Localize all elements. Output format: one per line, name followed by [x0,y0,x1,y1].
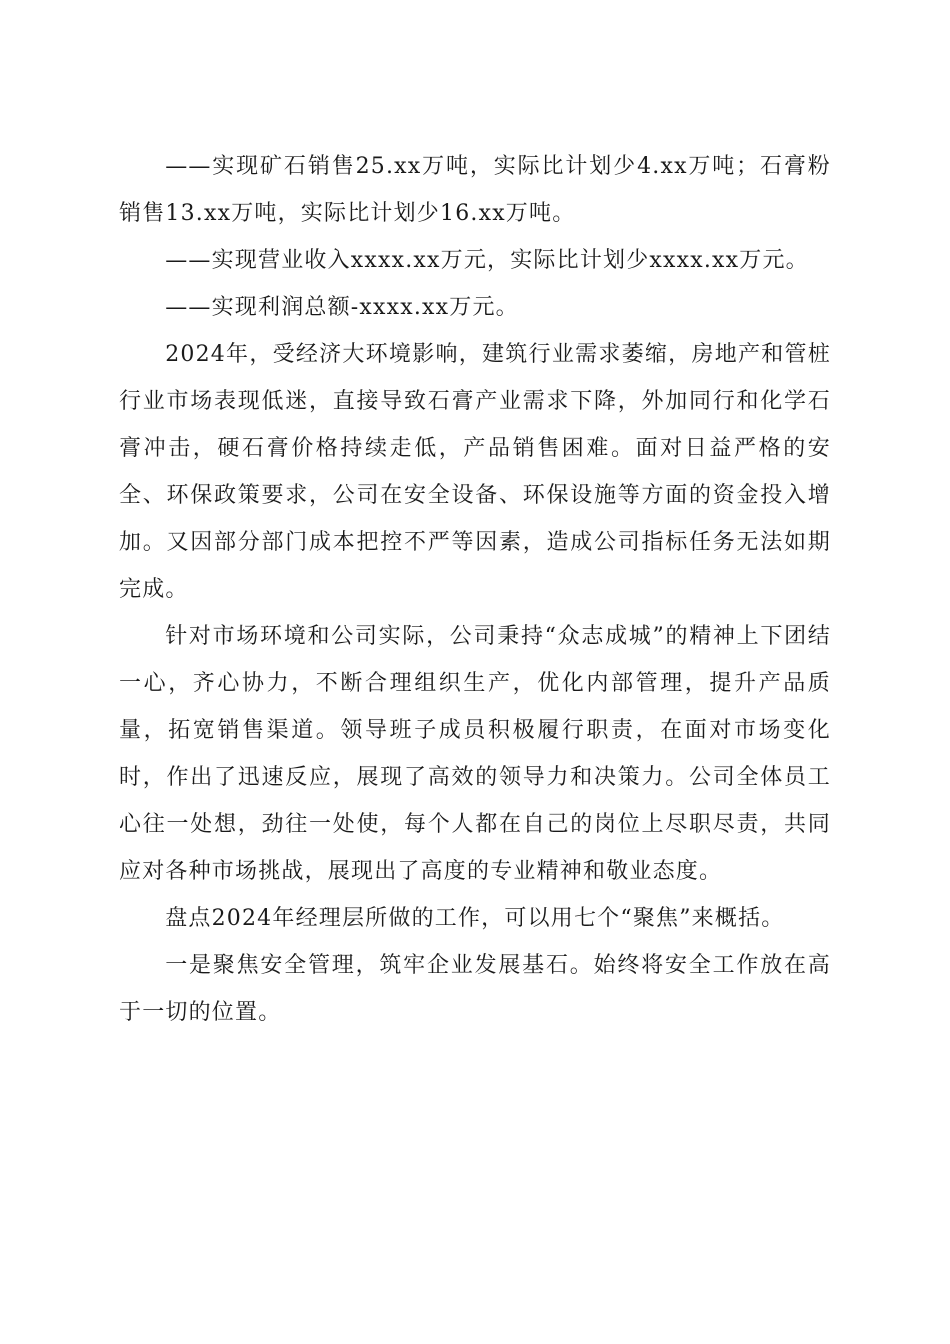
paragraph-revenue: ——实现营业收入xxxx.xx万元，实际比计划少xxxx.xx万元。 [165,248,809,273]
document-body [119,143,831,1036]
paragraph-ore-sales: ——实现矿石销售25.xx万吨，实际比计划少4.xx万吨；石膏粉销售13.xx万吨，实际比计划少16.xx万吨。 [119,154,831,226]
paragraph-profit: ——实现利润总额-xxxx.xx万元。 [165,295,519,320]
paragraph-market-conditions: 2024年，受经济大环境影响，建筑行业需求萎缩，房地产和管桩行业市场表现低迷，直接导致石膏产业需求下降，外加同行和化学石膏冲击，硬石膏价格持续走低，产品销售困难。面对日益严格的安全、环保政策要求，公司在安全设备、环保设施等方面的资金投入增加。又因部分部门成本把控不严等因素，造成公司指标任务无法如期完成。 [119,342,831,602]
paragraph-focus-one-body: 始终将安全工作放在高于一切的位置。 [119,953,831,1025]
paragraph-company-response: 针对市场环境和公司实际，公司秉持“众志成城”的精神上下团结一心，齐心协力，不断合理组织生产，优化内部管理，提升产品质量，拓宽销售渠道。领导班子成员积极履行职责，在面对市场变化时，作出了迅速反应，展现了高效的领导力和决策力。公司全体员工心往一处想，劲往一处使，每个人都在自己的岗位上尽职尽责，共同应对各种市场挑战，展现出了高度的专业精神和敬业态度。 [119,624,831,884]
paragraph-focus-one-lead: 一是聚焦安全管理，筑牢企业发展基石。 [165,953,594,978]
paragraph-summary-intro: 盘点2024年经理层所做的工作，可以用七个“聚焦”来概括。 [165,906,785,931]
paragraph-focus-one [119,942,831,1036]
